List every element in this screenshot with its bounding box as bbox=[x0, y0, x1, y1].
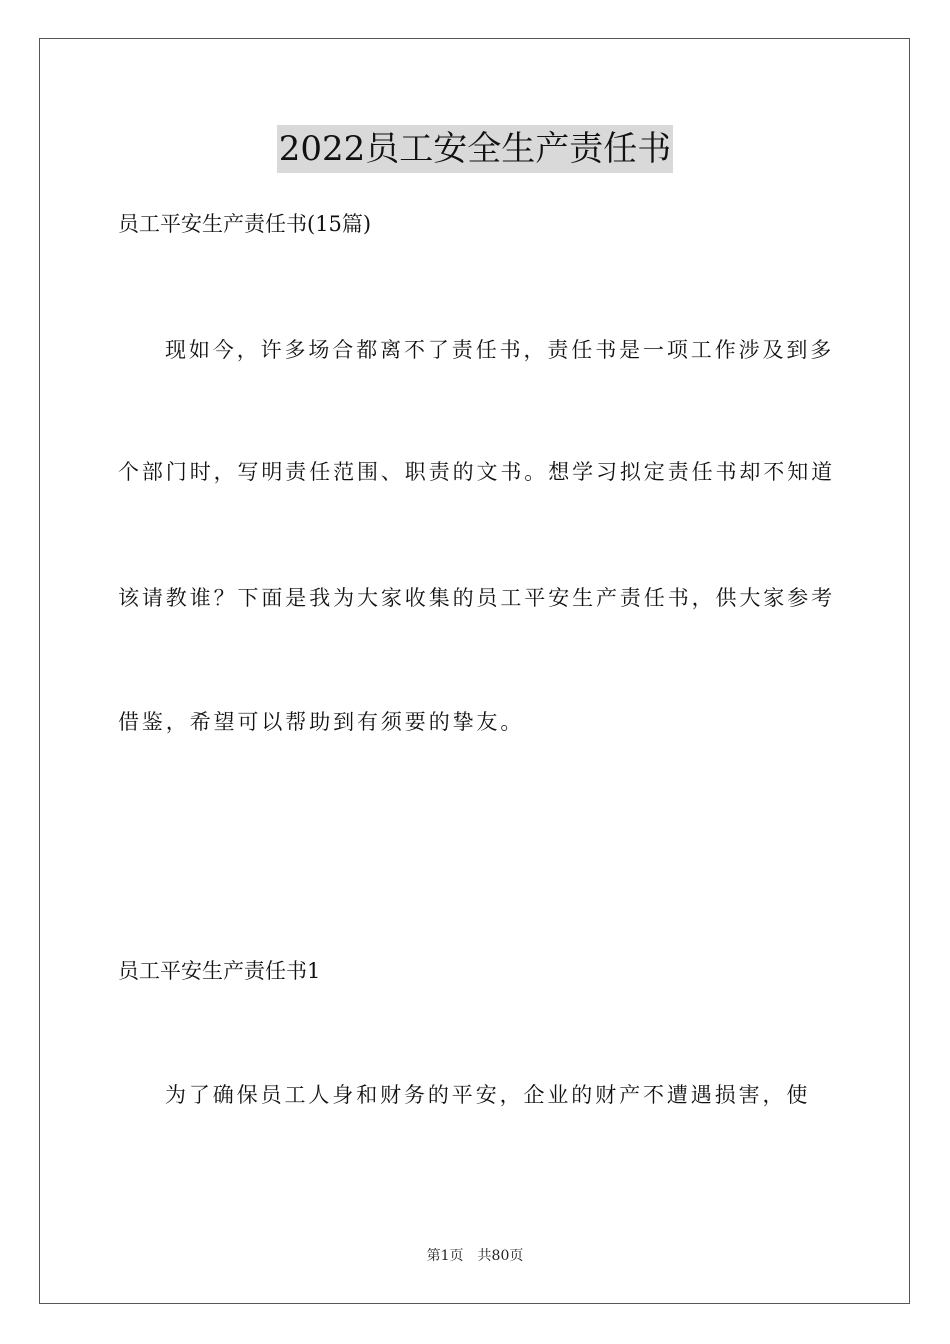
document-title bbox=[0, 125, 950, 173]
intro-line-1: 现如今，许多场合都离不了责任书，责任书是一项工作涉及到多 bbox=[165, 338, 835, 362]
intro-line-4: 借鉴，希望可以帮助到有须要的挚友。 bbox=[118, 710, 525, 734]
page-total: 共80页 bbox=[477, 1248, 524, 1264]
page-footer bbox=[0, 1247, 950, 1265]
document-subtitle: 员工平安生产责任书(15篇) bbox=[118, 212, 372, 236]
page-number: 第1页 bbox=[426, 1248, 464, 1264]
document-title-text: 2022员工安全生产责任书 bbox=[277, 125, 674, 173]
section-line-1: 为了确保员工人身和财务的平安，企业的财产不遭遇损害，使 bbox=[165, 1083, 811, 1107]
section-heading: 员工平安生产责任书1 bbox=[118, 959, 321, 983]
intro-line-3: 该请教谁？下面是我为大家收集的员工平安生产责任书，供大家参考 bbox=[118, 586, 835, 610]
intro-line-2: 个部门时，写明责任范围、职责的文书。想学习拟定责任书却不知道 bbox=[118, 460, 835, 484]
